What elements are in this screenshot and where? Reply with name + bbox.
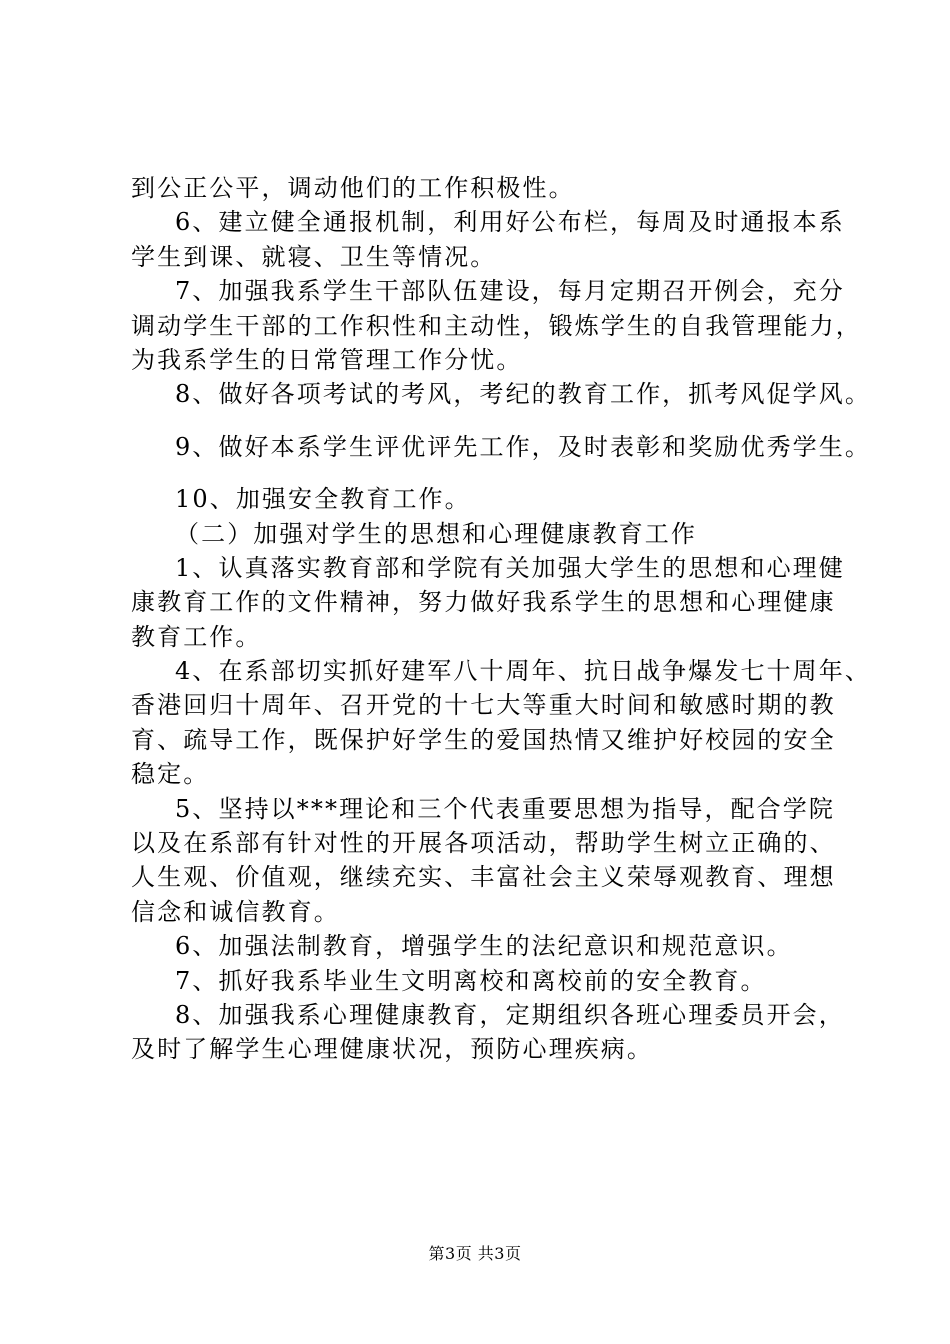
paragraph-line: 调动学生干部的工作积性和主动性，锻炼学生的自我管理能力， <box>131 311 862 340</box>
paragraph-line: 4、在系部切实抓好建军八十周年、抗日战争爆发七十周年、 <box>175 657 871 686</box>
paragraph-line: 7、抓好我系毕业生文明离校和离校前的安全教育。 <box>175 966 767 995</box>
document-body <box>131 171 871 1067</box>
paragraph-line: 教育工作。 <box>131 622 262 651</box>
paragraph-line: 康教育工作的文件精神，努力做好我系学生的思想和心理健康 <box>131 588 836 617</box>
paragraph-line: 9、做好本系学生评优评先工作，及时表彰和奖励优秀学生。 <box>175 432 871 461</box>
paragraph-line: 及时了解学生心理健康状况，预防心理疾病。 <box>131 1035 653 1064</box>
page-number-footer: 第3页 共3页 <box>428 1244 522 1263</box>
paragraph-line: 以及在系部有针对性的开展各项活动，帮助学生树立正确的、 <box>131 829 836 858</box>
paragraph-gap <box>131 412 851 430</box>
paragraph-line: 6、建立健全通报机制，利用好公布栏，每周及时通报本系 <box>175 208 845 237</box>
paragraph-line: 5、坚持以***理论和三个代表重要思想为指导，配合学院 <box>175 794 835 823</box>
paragraph-line: 8、加强我系心理健康教育，定期组织各班心理委员开会， <box>175 1000 845 1029</box>
paragraph-gap <box>131 464 851 482</box>
paragraph-line: 学生到课、就寝、卫生等情况。 <box>131 242 497 271</box>
paragraph-line: 8、做好各项考试的考风，考纪的教育工作，抓考风促学风。 <box>175 380 871 409</box>
section-heading: （二）加强对学生的思想和心理健康教育工作 <box>175 519 697 548</box>
paragraph-line: 信念和诚信教育。 <box>131 897 340 926</box>
paragraph-line: 10、加强安全教育工作。 <box>175 485 471 514</box>
paragraph-line: 1、认真落实教育部和学院有关加强大学生的思想和心理健 <box>175 553 845 582</box>
paragraph-line: 到公正公平，调动他们的工作积极性。 <box>131 174 575 202</box>
paragraph-line: 7、加强我系学生干部队伍建设，每月定期召开例会，充分 <box>175 277 845 306</box>
paragraph-line: 香港回归十周年、召开党的十七大等重大时间和敏感时期的教 <box>131 691 836 720</box>
paragraph-line: 育、疏导工作，既保护好学生的爱国热情又维护好校园的安全 <box>131 725 836 754</box>
paragraph-line: 为我系学生的日常管理工作分忧。 <box>131 345 523 374</box>
paragraph-line: 6、加强法制教育，增强学生的法纪意识和规范意识。 <box>175 932 793 961</box>
paragraph-line: 稳定。 <box>131 760 210 789</box>
paragraph-line: 人生观、价值观，继续充实、丰富社会主义荣辱观教育、理想 <box>131 863 836 892</box>
